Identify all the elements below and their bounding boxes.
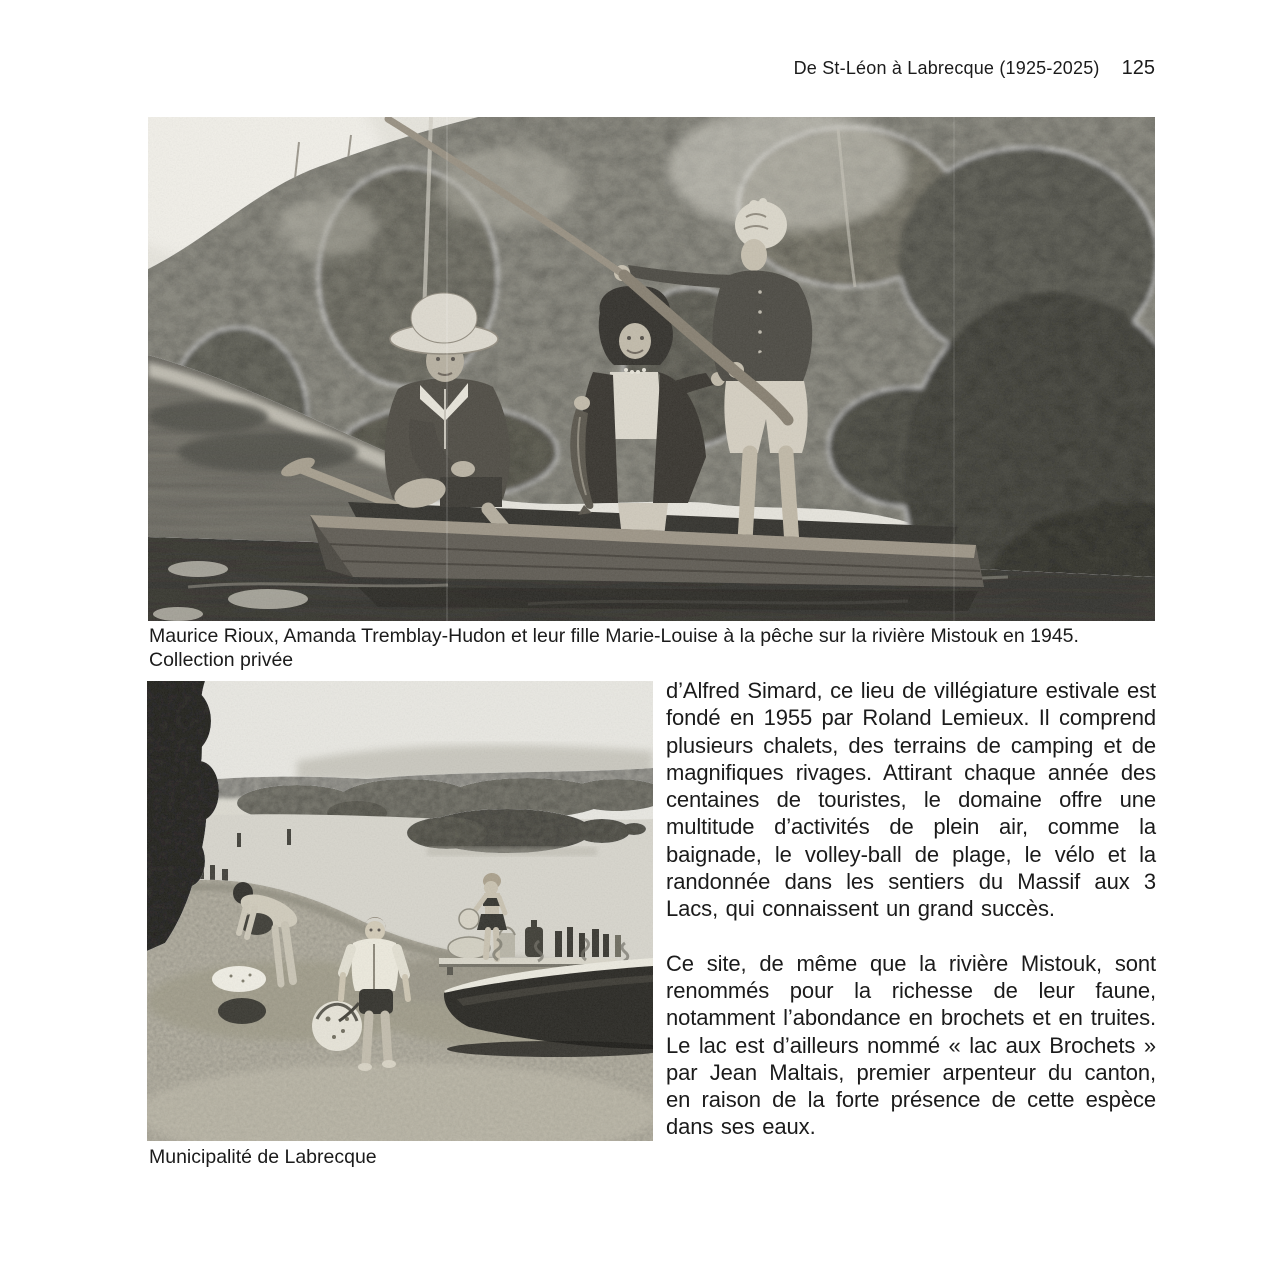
page-number: 125 xyxy=(1121,57,1155,79)
photo-beach-lake-image xyxy=(147,681,653,1141)
photo1-credit: Collection privée xyxy=(149,649,294,671)
photo-grain xyxy=(148,117,1155,621)
running-head xyxy=(794,57,1155,80)
scratch xyxy=(953,117,955,621)
photo2-caption-block xyxy=(149,1146,649,1169)
photo-fishing-boat-image xyxy=(148,117,1155,621)
photo1-caption: Maurice Rioux, Amanda Tremblay-Hudon et leur fille Marie-Louise à la pêche sur la rivière Mistouk en 1945. xyxy=(149,625,1079,647)
photo-beach-lake xyxy=(147,681,653,1141)
scratch xyxy=(446,117,448,621)
body-text-column xyxy=(666,677,1156,1141)
photo-grain xyxy=(147,681,653,1141)
photo1-caption-block xyxy=(149,624,1164,672)
body-paragraph-2: Ce site, de même que la rivière Mistouk, sont renommés pour la richesse de leur faune, notamment l’abondance en brochets et en truites. Le lac est d’ailleurs nommé « lac aux Brochets » par Jean Maltais, premier arpenteur du canton, en raison de la forte présence de cette espèce dans ses eaux. xyxy=(666,950,1156,1140)
photo-fishing-boat xyxy=(148,117,1155,621)
body-paragraph-1: d’Alfred Simard, ce lieu de villégiature estivale est fondé en 1955 par Roland Lemieux. Il comprend plusieurs chalets, des terrains de camping et de magnifiques rivages. Attirant chaque année des centaines de touristes, le domaine offre une multitude d’activités de plein air, comme la baignade, le volley-ball de plage, le vélo et la randonnée dans les sentiers du Massif aux 3 Lacs, qui connaissent un grand succès. xyxy=(666,678,1156,922)
running-head-title: De St-Léon à Labrecque (1925-2025) xyxy=(793,58,1100,78)
photo2-caption: Municipalité de Labrecque xyxy=(149,1146,377,1168)
